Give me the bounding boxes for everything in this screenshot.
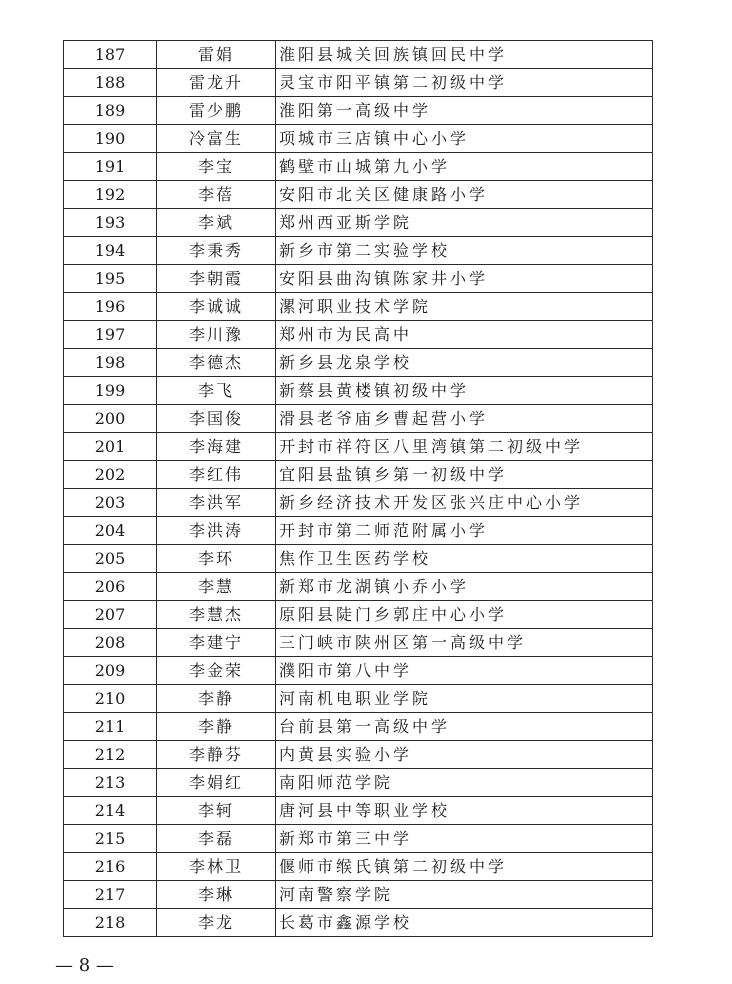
name-cell: 李静 [157, 713, 276, 741]
name-cell: 李静 [157, 685, 276, 713]
table-row [64, 209, 653, 237]
table-row [64, 601, 653, 629]
name-cell: 李红伟 [157, 461, 276, 489]
school-cell: 项城市三店镇中心小学 [276, 125, 653, 153]
table-row [64, 629, 653, 657]
name-cell: 李静芬 [157, 741, 276, 769]
table-row [64, 349, 653, 377]
row-number-cell: 194 [64, 237, 157, 265]
name-cell: 李德杰 [157, 349, 276, 377]
roster-body [64, 41, 653, 937]
table-row [64, 125, 653, 153]
school-cell: 淮阳县城关回族镇回民中学 [276, 41, 653, 69]
row-number-cell: 217 [64, 881, 157, 909]
name-cell: 雷娟 [157, 41, 276, 69]
page-number: — 8 — [55, 955, 114, 976]
name-cell: 李斌 [157, 209, 276, 237]
table-row [64, 825, 653, 853]
name-cell: 李洪军 [157, 489, 276, 517]
school-cell: 偃师市缑氏镇第二初级中学 [276, 853, 653, 881]
school-cell: 台前县第一高级中学 [276, 713, 653, 741]
row-number-cell: 206 [64, 573, 157, 601]
row-number-cell: 216 [64, 853, 157, 881]
name-cell: 雷少鹏 [157, 97, 276, 125]
table-row [64, 41, 653, 69]
name-cell: 李朝霞 [157, 265, 276, 293]
row-number-cell: 213 [64, 769, 157, 797]
row-number-cell: 208 [64, 629, 157, 657]
row-number-cell: 197 [64, 321, 157, 349]
row-number-cell: 198 [64, 349, 157, 377]
name-cell: 李海建 [157, 433, 276, 461]
row-number-cell: 205 [64, 545, 157, 573]
table-row [64, 293, 653, 321]
school-cell: 河南机电职业学院 [276, 685, 653, 713]
table-row [64, 797, 653, 825]
table-row [64, 545, 653, 573]
name-cell: 李建宁 [157, 629, 276, 657]
table-row [64, 909, 653, 937]
school-cell: 开封市第二师范附属小学 [276, 517, 653, 545]
school-cell: 河南警察学院 [276, 881, 653, 909]
table-row [64, 517, 653, 545]
row-number-cell: 214 [64, 797, 157, 825]
table-row [64, 237, 653, 265]
row-number-cell: 193 [64, 209, 157, 237]
roster-table [63, 40, 653, 937]
row-number-cell: 203 [64, 489, 157, 517]
table-row [64, 433, 653, 461]
table-row [64, 769, 653, 797]
table-row [64, 181, 653, 209]
name-cell: 李宝 [157, 153, 276, 181]
row-number-cell: 204 [64, 517, 157, 545]
school-cell: 内黄县实验小学 [276, 741, 653, 769]
table-row [64, 97, 653, 125]
row-number-cell: 190 [64, 125, 157, 153]
school-cell: 安阳县曲沟镇陈家井小学 [276, 265, 653, 293]
school-cell: 焦作卫生医药学校 [276, 545, 653, 573]
row-number-cell: 200 [64, 405, 157, 433]
name-cell: 李慧杰 [157, 601, 276, 629]
table-row [64, 69, 653, 97]
row-number-cell: 212 [64, 741, 157, 769]
school-cell: 新乡市第二实验学校 [276, 237, 653, 265]
name-cell: 李磊 [157, 825, 276, 853]
row-number-cell: 202 [64, 461, 157, 489]
school-cell: 新郑市龙湖镇小乔小学 [276, 573, 653, 601]
row-number-cell: 195 [64, 265, 157, 293]
row-number-cell: 209 [64, 657, 157, 685]
name-cell: 冷富生 [157, 125, 276, 153]
name-cell: 李林卫 [157, 853, 276, 881]
name-cell: 李飞 [157, 377, 276, 405]
name-cell: 李轲 [157, 797, 276, 825]
table-row [64, 265, 653, 293]
table-row [64, 657, 653, 685]
school-cell: 南阳师范学院 [276, 769, 653, 797]
name-cell: 李环 [157, 545, 276, 573]
table-row [64, 741, 653, 769]
table-row [64, 405, 653, 433]
table-row [64, 461, 653, 489]
school-cell: 长葛市鑫源学校 [276, 909, 653, 937]
row-number-cell: 199 [64, 377, 157, 405]
name-cell: 李慧 [157, 573, 276, 601]
school-cell: 开封市祥符区八里湾镇第二初级中学 [276, 433, 653, 461]
school-cell: 灵宝市阳平镇第二初级中学 [276, 69, 653, 97]
row-number-cell: 189 [64, 97, 157, 125]
row-number-cell: 188 [64, 69, 157, 97]
school-cell: 新乡县龙泉学校 [276, 349, 653, 377]
table-row [64, 713, 653, 741]
school-cell: 鹤壁市山城第九小学 [276, 153, 653, 181]
name-cell: 李国俊 [157, 405, 276, 433]
school-cell: 漯河职业技术学院 [276, 293, 653, 321]
row-number-cell: 192 [64, 181, 157, 209]
name-cell: 李诚诚 [157, 293, 276, 321]
table-row [64, 489, 653, 517]
school-cell: 安阳市北关区健康路小学 [276, 181, 653, 209]
row-number-cell: 210 [64, 685, 157, 713]
school-cell: 三门峡市陕州区第一高级中学 [276, 629, 653, 657]
row-number-cell: 215 [64, 825, 157, 853]
name-cell: 李川豫 [157, 321, 276, 349]
school-cell: 淮阳第一高级中学 [276, 97, 653, 125]
name-cell: 李蓓 [157, 181, 276, 209]
school-cell: 滑县老爷庙乡曹起营小学 [276, 405, 653, 433]
school-cell: 郑州市为民高中 [276, 321, 653, 349]
row-number-cell: 218 [64, 909, 157, 937]
name-cell: 雷龙升 [157, 69, 276, 97]
name-cell: 李娟红 [157, 769, 276, 797]
school-cell: 濮阳市第八中学 [276, 657, 653, 685]
row-number-cell: 191 [64, 153, 157, 181]
table-row [64, 153, 653, 181]
school-cell: 原阳县陡门乡郭庄中心小学 [276, 601, 653, 629]
name-cell: 李秉秀 [157, 237, 276, 265]
name-cell: 李琳 [157, 881, 276, 909]
table-row [64, 685, 653, 713]
row-number-cell: 207 [64, 601, 157, 629]
school-cell: 唐河县中等职业学校 [276, 797, 653, 825]
table-row [64, 881, 653, 909]
row-number-cell: 196 [64, 293, 157, 321]
school-cell: 宜阳县盐镇乡第一初级中学 [276, 461, 653, 489]
name-cell: 李金荣 [157, 657, 276, 685]
school-cell: 新蔡县黄楼镇初级中学 [276, 377, 653, 405]
table-row [64, 377, 653, 405]
row-number-cell: 201 [64, 433, 157, 461]
table-row [64, 321, 653, 349]
name-cell: 李洪涛 [157, 517, 276, 545]
school-cell: 郑州西亚斯学院 [276, 209, 653, 237]
row-number-cell: 187 [64, 41, 157, 69]
name-cell: 李龙 [157, 909, 276, 937]
school-cell: 新郑市第三中学 [276, 825, 653, 853]
table-row [64, 573, 653, 601]
row-number-cell: 211 [64, 713, 157, 741]
school-cell: 新乡经济技术开发区张兴庄中心小学 [276, 489, 653, 517]
table-row [64, 853, 653, 881]
